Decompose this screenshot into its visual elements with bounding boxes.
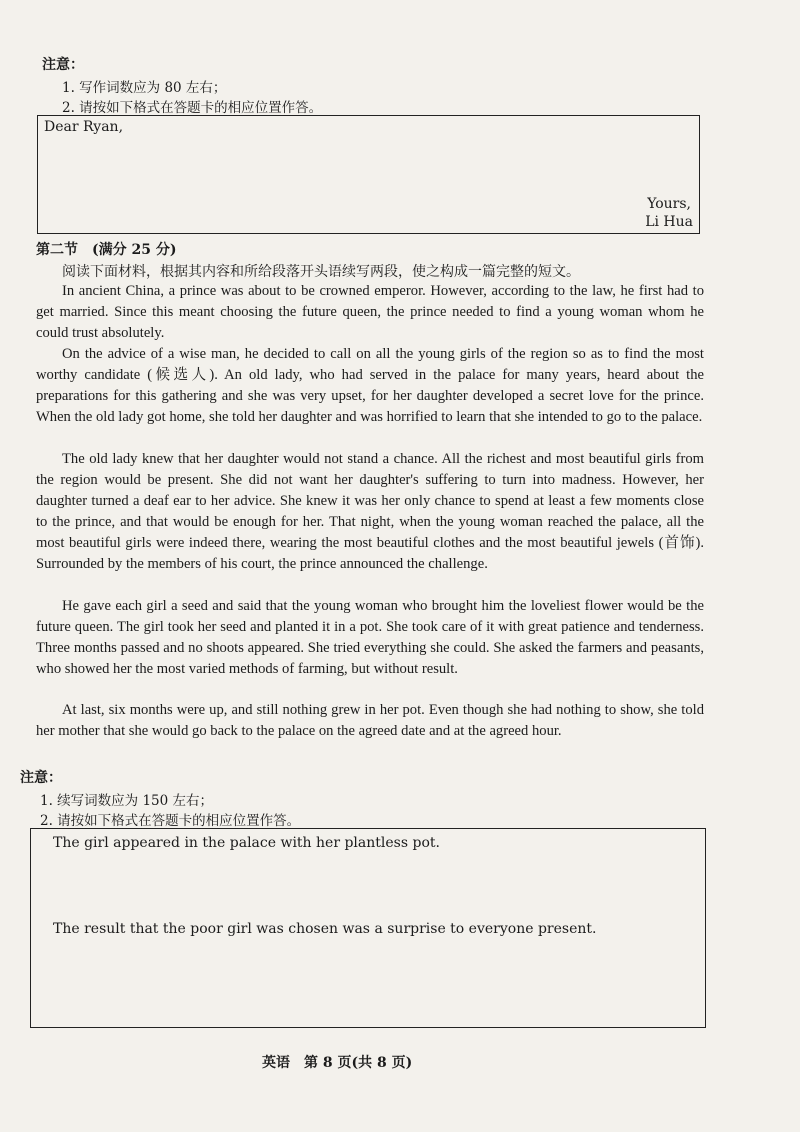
note-heading: 注意： (42, 57, 84, 73)
continuation-answer-box (30, 828, 706, 1028)
passage-paragraph-5: At last, six months were up, and still nothing grew in her pot. Even though she had nothing to show, she told her mother that she would go back to the palace on the agreed date and at the agreed hour. (36, 702, 704, 739)
note-item-2: 2. 请按如下格式在答题卡的相应位置作答。 (62, 100, 323, 116)
note-item-3: 1. 续写词数应为 150 左右； (40, 793, 214, 809)
letter-signature: Li Hua (645, 214, 693, 230)
passage-paragraph-3: The old lady knew that her daughter would not stand a chance. All the richest and most beautiful girls from the region would be present. She did not want her daughter's suffering to turn into madness. However, her daughter turned a deaf ear to her advice. She knew it was her only chance to spend at least a few moments close to the prince, and that would be enough for her. That night, when the young woman reached the palace, all the most beautiful girls were indeed there, wearing the most beautiful clothes and the most beautiful jewels (首饰). Surrounded by the members of his court, the prince announced the challenge. (36, 451, 704, 572)
letter-answer-box (37, 115, 700, 234)
paragraph-opening-2: The result that the poor girl was chosen was a surprise to everyone present. (53, 921, 597, 937)
passage-paragraph-4: He gave each girl a seed and said that the young woman who brought him the loveliest flower would be the future queen. The girl took her seed and planted it in a pot. She took care of it with great patience and tenderness. Three months passed and no shoots appeared. She tried everything she could. She asked the farmers and peasants, who showed her the most varied methods of farming, but without result. (36, 598, 704, 677)
letter-closing: Yours, (647, 196, 691, 212)
letter-greeting: Dear Ryan, (44, 119, 124, 135)
section-title: 第二节 (满分 25 分) (36, 242, 177, 258)
paragraph-opening-1: The girl appeared in the palace with her plantless pot. (53, 835, 440, 851)
note-item-4: 2. 请按如下格式在答题卡的相应位置作答。 (40, 813, 301, 829)
passage-paragraph-1: In ancient China, a prince was about to be crowned emperor. However, according to the law, he first had to get married. Since this meant choosing the future queen, the prince needed to find a young woman whom he could trust absolutely. (36, 283, 704, 341)
note-item-1: 1. 写作词数应为 80 左右； (62, 80, 227, 96)
passage-paragraph-2: On the advice of a wise man, he decided to call on all the young girls of the region so as to find the most worthy candidate (候选人). An old lady, who had served in the palace for many years, heard about the preparations for this gathering and she was very upset, for her daughter developed a secret love for the prince. When the old lady got home, she told her daughter and was horrified to learn that she intended to go to the palace. (36, 346, 704, 425)
note-heading-2: 注意： (20, 770, 62, 786)
page-footer: 英语 第 8 页(共 8 页) (262, 1055, 413, 1071)
section-instruction: 阅读下面材料，根据其内容和所给段落开头语续写两段，使之构成一篇完整的短文。 (62, 264, 580, 280)
